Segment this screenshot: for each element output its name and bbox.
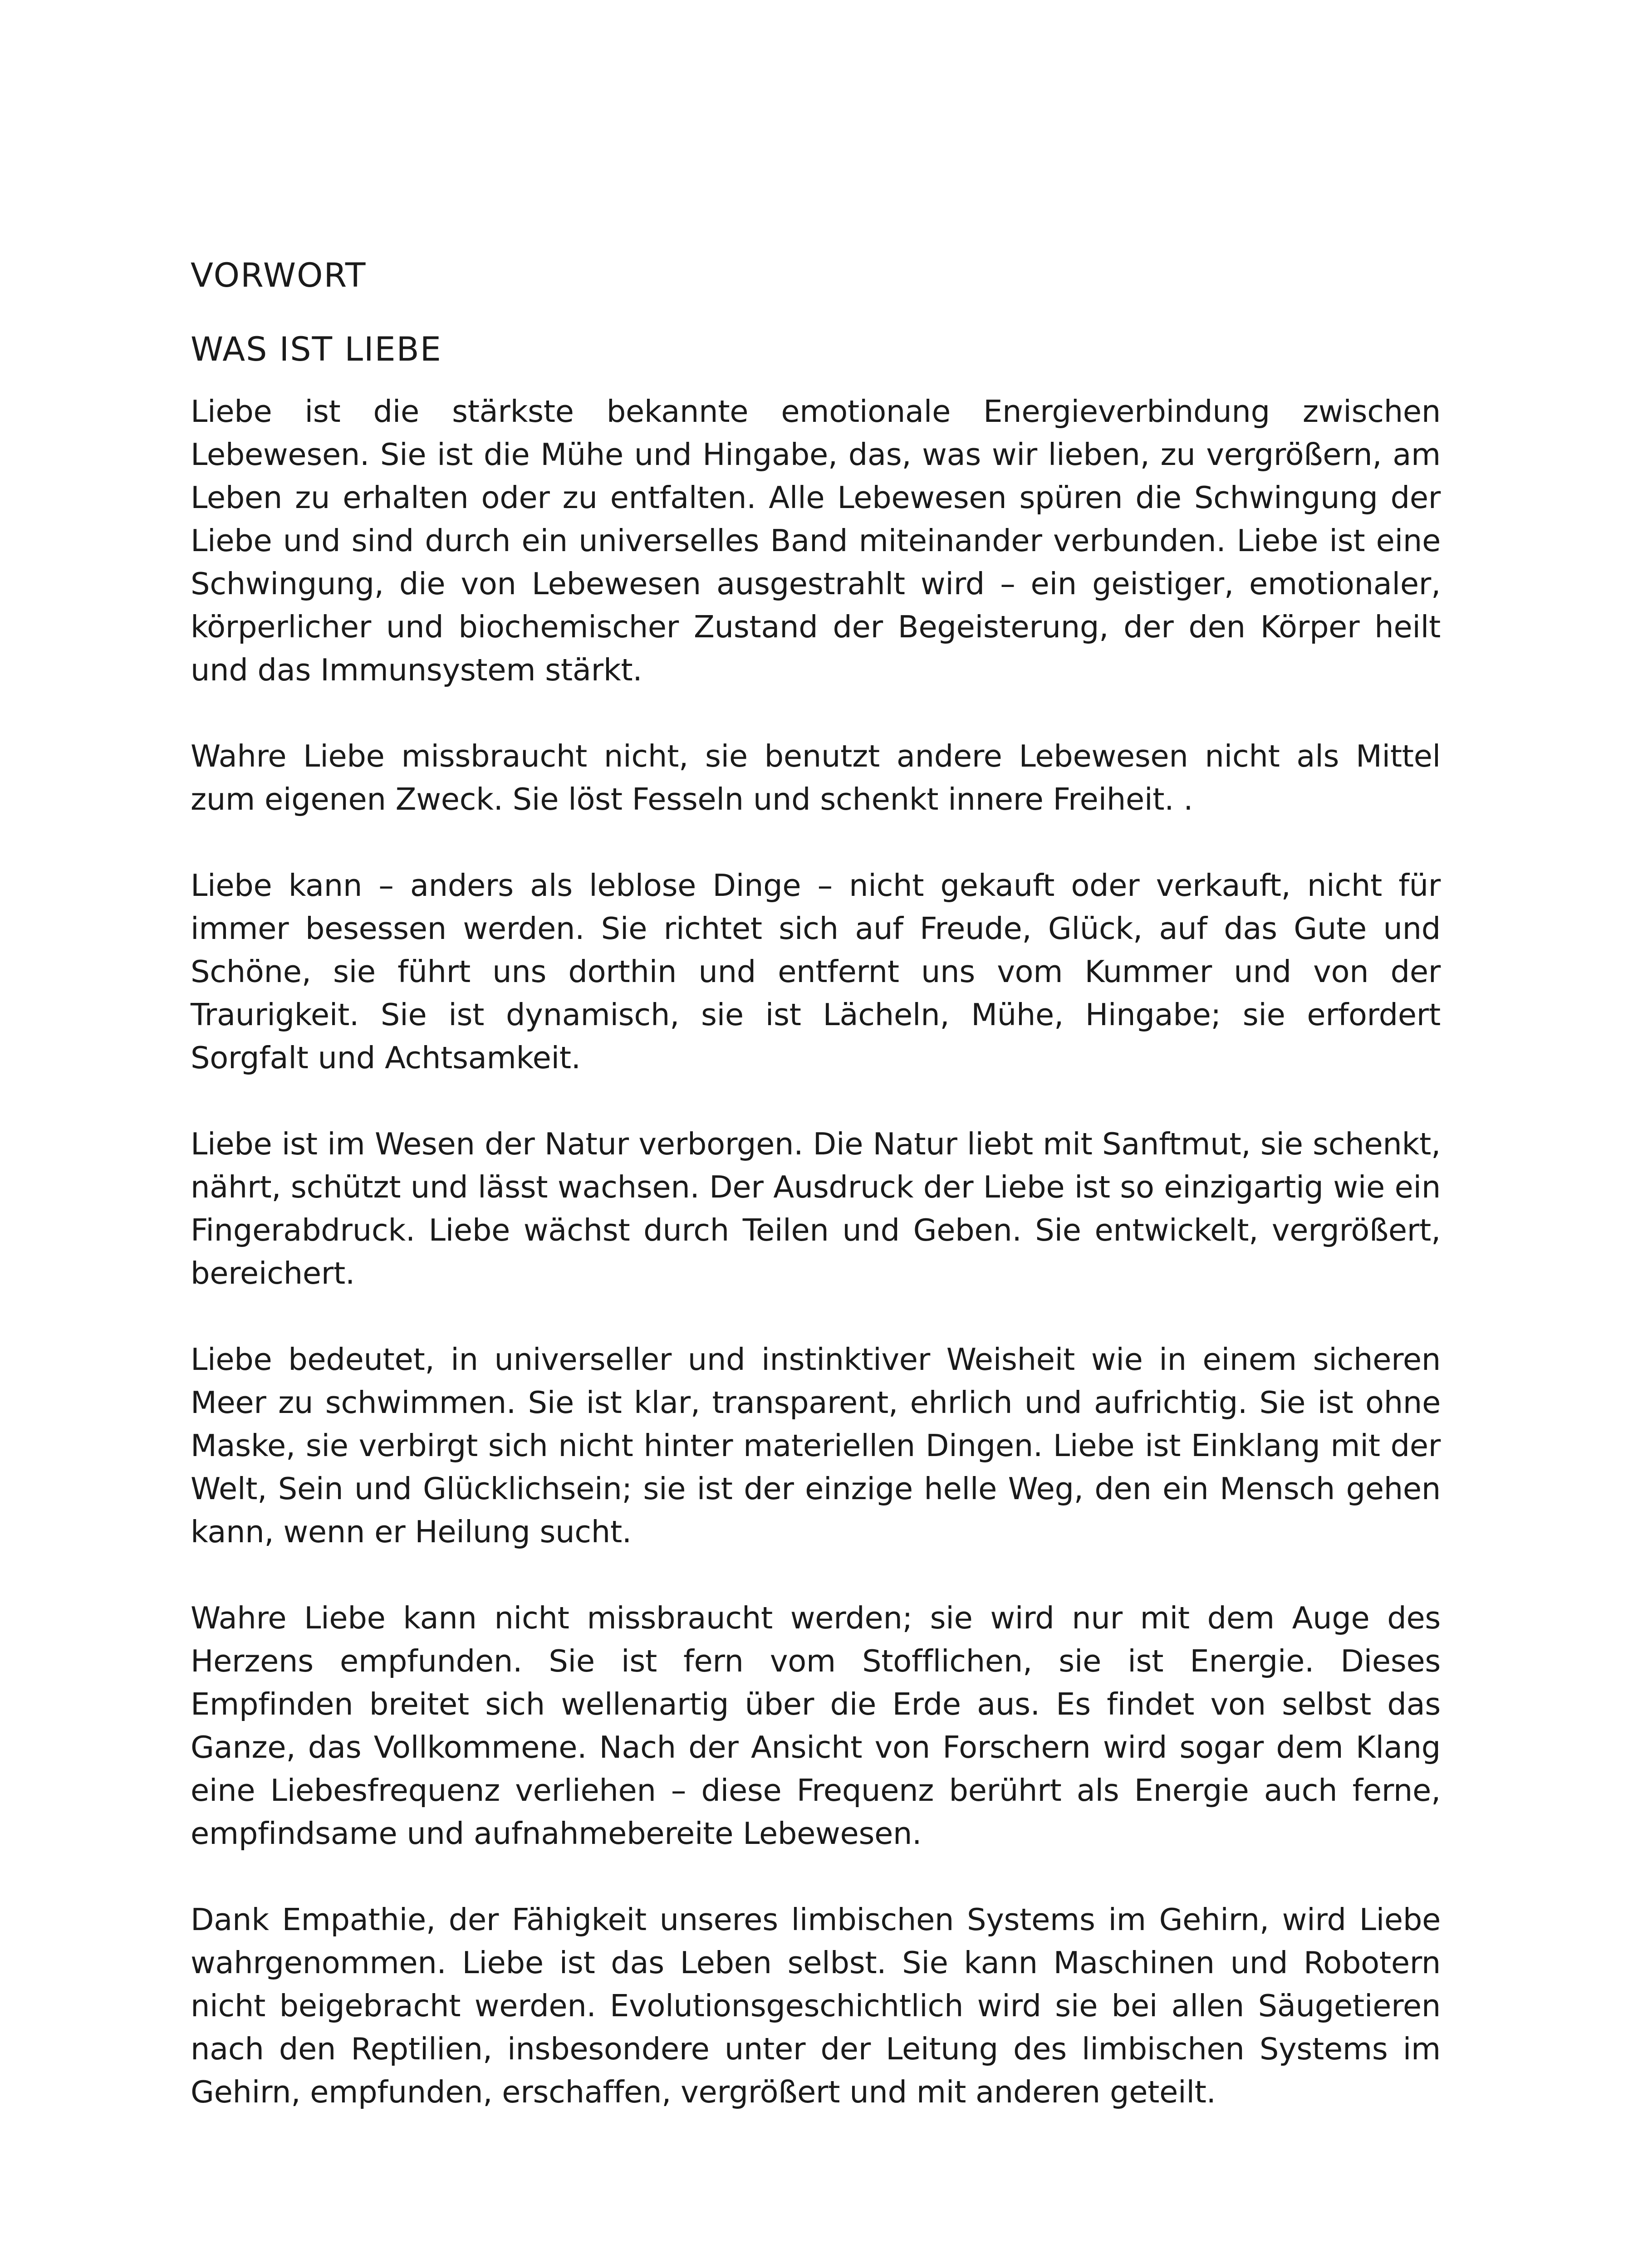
paragraph: Liebe ist im Wesen der Natur verborgen. Die Natur liebt mit Sanftmut, sie schenkt, nährt, schützt und lässt wachsen. Der Ausdruck der Liebe ist so einzigartig wie ein Fingerabdruck. Liebe wächst durch Teilen und Geben. Sie entwickelt, vergrößert, bereichert. [191, 1126, 1441, 1291]
chapter-title: WAS IST LIEBE [191, 330, 442, 369]
paragraph: Wahre Liebe missbraucht nicht, sie benutzt andere Lebewesen nicht als Mittel zum eigenen Zweck. Sie löst Fesseln und schenkt innere Freiheit. . [191, 738, 1441, 817]
paragraph: Liebe kann – anders als leblose Dinge – nicht gekauft oder verkauft, nicht für immer besessen werden. Sie richtet sich auf Freude, Glück, auf das Gute und Schöne, sie führt uns dorthin und entfernt uns vom Kummer und von der Traurigkeit. Sie ist dynamisch, sie ist Lächeln, Mühe, Hingabe; sie erfordert Sorgfalt und Achtsamkeit. [191, 868, 1441, 1075]
page-number [0, 2265, 1628, 2268]
paragraph: Dank Empathie, der Fähigkeit unseres limbischen Systems im Gehirn, wird Liebe wahrgenommen. Liebe ist das Leben selbst. Sie kann Maschinen und Robotern nicht beigebracht werden. Evolutionsgeschichtlich wird sie bei allen Säugetieren nach den Reptilien, insbesondere unter der Leitung des limbischen Systems im Gehirn, empfunden, erschaffen, vergrößert und mit anderen geteilt. [191, 1902, 1441, 2110]
paragraph: Liebe ist die stärkste bekannte emotionale Energieverbindung zwischen Lebewesen. Sie ist die Mühe und Hingabe, das, was wir lieben, zu vergrößern, am Leben zu erhalten oder zu entfalten. Alle Lebewesen spüren die Schwingung der Liebe und sind durch ein universelles Band miteinander verbunden. Liebe ist eine Schwingung, die von Lebewesen ausgestrahlt wird – ein geistiger, emotionaler, körperlicher und biochemischer Zustand der Begeisterung, der den Körper heilt und das Immunsystem stärkt. [191, 394, 1441, 688]
page-content [191, 254, 1441, 2157]
section-title: VORWORT [191, 256, 367, 295]
paragraph: Wahre Liebe kann nicht missbraucht werden; sie wird nur mit dem Auge des Herzens empfunden. Sie ist fern vom Stofflichen, sie ist Energie. Dieses Empfinden breitet sich wellenartig über die Erde aus. Es findet von selbst das Ganze, das Vollkommene. Nach der Ansicht von Forschern wird sogar dem Klang eine Liebesfrequenz verliehen – diese Frequenz berührt als Energie auch ferne, empfindsame und aufnahmebereite Lebewesen. [191, 1600, 1441, 1851]
paragraph: Liebe bedeutet, in universeller und instinktiver Weisheit wie in einem sicheren Meer zu schwimmen. Sie ist klar, transparent, ehrlich und aufrichtig. Sie ist ohne Maske, sie verbirgt sich nicht hinter materiellen Dingen. Liebe ist Einklang mit der Welt, Sein und Glücklichsein; sie ist der einzige helle Weg, den ein Mensch gehen kann, wenn er Heilung sucht. [191, 1342, 1441, 1549]
